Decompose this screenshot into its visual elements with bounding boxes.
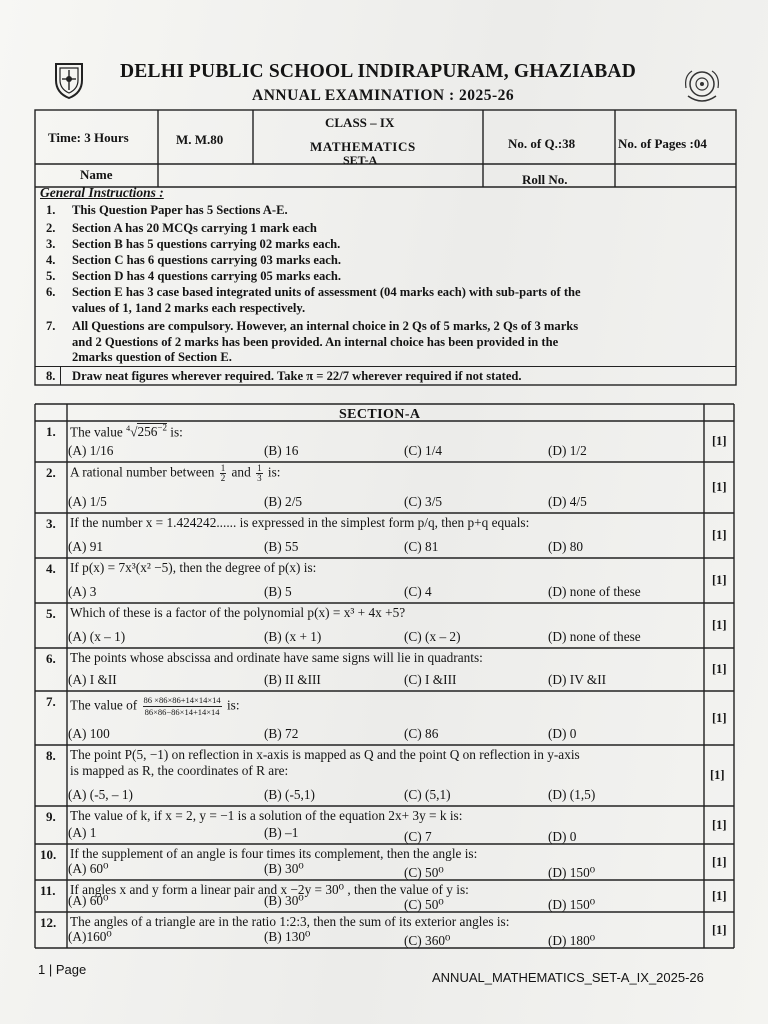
answer-option: (C) I &III xyxy=(404,672,457,687)
instruction-number: 7. xyxy=(46,319,56,333)
instruction-text: Draw neat figures wherever required. Take π = 22/7 wherever required if not stated. xyxy=(72,369,522,383)
answer-option: (A) 1/16 xyxy=(68,443,114,458)
instruction-number: 6. xyxy=(46,285,56,299)
marks-label: [1] xyxy=(712,855,727,869)
radical-sign: √ xyxy=(130,424,138,440)
max-marks-cell: M. M.80 xyxy=(176,132,224,147)
question-text xyxy=(70,560,316,576)
question-text-part: The point P(5, −1) on reflection in x-axis is mapped as Q and the point Q on reflection in y-axis xyxy=(70,747,580,762)
question-text xyxy=(70,747,580,763)
answer-option: (C) 81 xyxy=(404,539,439,554)
instruction-text: All Questions are compulsory. However, an internal choice in 2 Qs of 5 marks, 2 Qs of 3 marks xyxy=(72,319,579,333)
question-number: 7. xyxy=(46,694,56,709)
question-text-part: is: xyxy=(223,697,240,713)
marks-label: [1] xyxy=(710,768,725,782)
instruction-text: values of 1, 1and 2 marks each respectively. xyxy=(72,300,306,315)
radicand-base: 256 xyxy=(137,424,158,440)
class-label: CLASS – IX xyxy=(325,115,395,130)
radical-index: 4 xyxy=(126,424,131,433)
answer-option: (C) 86 xyxy=(404,726,439,741)
question-text-part: The value xyxy=(70,424,127,440)
answer-option: (D) 4/5 xyxy=(548,494,587,509)
section-title: SECTION-A xyxy=(339,407,421,422)
answer-option: (D) (1,5) xyxy=(548,787,596,802)
answer-option: (C) 1/4 xyxy=(404,443,443,458)
answer-option: (A) I &II xyxy=(68,672,117,687)
roll-label: Roll No. xyxy=(522,172,568,187)
answer-option: (B) 30⁰ xyxy=(264,893,304,908)
answer-option: (B) 30⁰ xyxy=(264,861,304,876)
question-text-part: is: xyxy=(166,424,183,440)
fraction xyxy=(220,464,227,483)
instruction-text: This Question Paper has 5 Sections A-E. xyxy=(72,203,288,217)
marks-label: [1] xyxy=(712,618,727,632)
answer-option: (D) 0 xyxy=(548,726,577,741)
question-text-part: and xyxy=(228,464,255,480)
question-number: 1. xyxy=(46,424,56,439)
answer-option: (A) (-5, – 1) xyxy=(68,787,133,802)
name-label: Name xyxy=(80,167,113,182)
marks-label: [1] xyxy=(712,480,727,494)
answer-option: (A) 91 xyxy=(68,539,104,554)
answer-option: (B) 2/5 xyxy=(264,494,303,509)
question-text-part: The points whose abscissa and ordinate have same signs will lie in quadrants: xyxy=(70,650,483,665)
answer-option: (C) 4 xyxy=(404,584,432,599)
question-text xyxy=(70,914,509,930)
marks-label: [1] xyxy=(712,923,727,937)
fraction-numerator: 1 xyxy=(257,463,262,473)
question-text-part: The value of k, if x = 2, y = −1 is a solution of the equation 2x+ 3y = k is: xyxy=(70,808,463,823)
question-number: 12. xyxy=(40,915,57,930)
question-number: 5. xyxy=(46,606,56,621)
fraction-denominator: 86×86−86×14+14×14 xyxy=(144,707,220,717)
exam-title: ANNUAL EXAMINATION : 2025-26 xyxy=(252,87,515,104)
answer-option: (D) none of these xyxy=(548,629,641,644)
answer-option: (D) 180⁰ xyxy=(548,933,596,948)
question-text-continued: is mapped as R, the coordinates of R are: xyxy=(70,763,289,778)
question-text xyxy=(70,846,477,862)
instruction-text: Section C has 6 questions carrying 03 marks each. xyxy=(72,253,342,267)
instruction-number: 8. xyxy=(46,369,56,383)
answer-option: (C) 3/5 xyxy=(404,494,443,509)
marks-label: [1] xyxy=(712,711,727,725)
answer-option: (B) 72 xyxy=(264,726,299,741)
instruction-text: 2marks question of Section E. xyxy=(72,350,232,364)
subject-label: MATHEMATICS xyxy=(310,139,416,154)
question-text xyxy=(70,605,405,621)
answer-option: (C) 50⁰ xyxy=(404,865,444,880)
page-number: 1 | Page xyxy=(38,962,87,977)
question-text xyxy=(70,808,462,824)
fraction xyxy=(143,695,222,718)
num-pages-cell: No. of Pages :04 xyxy=(618,136,707,151)
question-text xyxy=(70,695,240,718)
answer-option: (B) –1 xyxy=(264,825,299,840)
instruction-number: 4. xyxy=(46,253,56,267)
instruction-text: Section A has 20 MCQs carrying 1 mark each xyxy=(72,221,317,235)
time-cell: Time: 3 Hours xyxy=(48,130,129,145)
fraction-denominator: 3 xyxy=(257,473,262,483)
instruction-text: and 2 Questions of 2 marks has been provided. An internal choice has been provided in the xyxy=(72,334,559,349)
answer-option: (B) II &III xyxy=(264,672,321,687)
answer-option: (A) 60⁰ xyxy=(68,893,109,908)
answer-option: (A) 1 xyxy=(68,825,97,840)
question-number: 3. xyxy=(46,516,56,531)
question-text-part: If the supplement of an angle is four times its complement, then the angle is: xyxy=(70,846,478,861)
instruction-text: Section E has 3 case based integrated units of assessment (04 marks each) with sub-parts of the xyxy=(72,285,581,299)
answer-option: (A) 60⁰ xyxy=(68,861,109,876)
question-text xyxy=(70,423,183,440)
answer-option: (D) 150⁰ xyxy=(548,897,596,912)
question-text-part: A rational number between xyxy=(70,464,218,480)
school-name: DELHI PUBLIC SCHOOL INDIRAPURAM, GHAZIABAD xyxy=(120,61,636,82)
fraction-denominator: 2 xyxy=(220,473,226,483)
answer-option: (B) 130⁰ xyxy=(264,929,311,944)
set-label: SET-A xyxy=(343,153,378,167)
paper-code: ANNUAL_MATHEMATICS_SET-A_IX_2025-26 xyxy=(432,970,704,985)
question-text xyxy=(70,464,280,483)
question-number: 9. xyxy=(46,809,56,824)
question-number: 2. xyxy=(46,465,56,480)
answer-option: (A) (x – 1) xyxy=(68,629,126,644)
fraction-numerator: 1 xyxy=(220,463,226,473)
marks-label: [1] xyxy=(712,818,727,832)
instruction-number: 5. xyxy=(46,269,56,283)
question-text xyxy=(70,515,529,531)
num-questions-cell: No. of Q.:38 xyxy=(508,136,576,151)
question-number: 10. xyxy=(40,847,57,862)
answer-option: (B) (-5,1) xyxy=(264,787,315,802)
question-text-part: Which of these is a factor of the polynomial p(x) = x³ + 4x +5? xyxy=(70,605,406,620)
question-text-part: The value of xyxy=(70,697,141,713)
instructions-title: General Instructions : xyxy=(40,185,164,200)
instruction-number: 2. xyxy=(46,221,56,235)
answer-option: (A)160⁰ xyxy=(68,929,112,944)
marks-label: [1] xyxy=(712,528,727,542)
radicand xyxy=(137,423,167,439)
question-text-part: If angles x and y form a linear pair and x −2y = 30⁰ , then the value of y is: xyxy=(70,882,469,897)
question-text-part: If the number x = 1.424242...... is expressed in the simplest form p/q, then p+q equals: xyxy=(70,515,530,530)
answer-option: (D) 80 xyxy=(548,539,584,554)
answer-option: (C) (5,1) xyxy=(404,787,451,802)
marks-label: [1] xyxy=(712,662,727,676)
fraction-numerator: 86 ×86×86+14×14×14 xyxy=(143,695,221,705)
question-text-part: is: xyxy=(264,464,281,480)
answer-option: (B) 5 xyxy=(264,584,292,599)
instruction-number: 1. xyxy=(46,203,56,217)
instruction-text: Section D has 4 questions carrying 05 marks each. xyxy=(72,269,342,283)
question-text-part: The angles of a triangle are in the ratio 1:2:3, then the sum of its exterior angles is: xyxy=(70,914,510,929)
answer-option: (B) 55 xyxy=(264,539,299,554)
fraction xyxy=(256,464,263,483)
marks-label: [1] xyxy=(712,889,727,903)
answer-option: (D) 150⁰ xyxy=(548,865,596,880)
question-number: 6. xyxy=(46,651,56,666)
answer-option: (C) 50⁰ xyxy=(404,897,444,912)
answer-option: (A) 1/5 xyxy=(68,494,107,509)
answer-option: (D) none of these xyxy=(548,584,641,599)
answer-option: (D) 1/2 xyxy=(548,443,587,458)
answer-option: (B) 16 xyxy=(264,443,299,458)
answer-option: (A) 3 xyxy=(68,584,97,599)
marks-label: [1] xyxy=(712,434,727,448)
answer-option: (C) 7 xyxy=(404,829,432,844)
question-number: 8. xyxy=(46,748,56,763)
answer-option: (B) (x + 1) xyxy=(264,629,322,644)
answer-option: (A) 100 xyxy=(68,726,110,741)
answer-option: (C) (x – 2) xyxy=(404,629,461,644)
instruction-text: Section B has 5 questions carrying 02 marks each. xyxy=(72,237,341,251)
radicand-exponent: −2 xyxy=(157,423,167,433)
question-text xyxy=(70,650,483,666)
question-number: 4. xyxy=(46,561,56,576)
question-text-part: If p(x) = 7x³(x² −5), then the degree of p(x) is: xyxy=(70,560,317,575)
answer-option: (C) 360⁰ xyxy=(404,933,451,948)
question-number: 11. xyxy=(40,883,56,898)
marks-label: [1] xyxy=(712,573,727,587)
answer-option: (D) IV &II xyxy=(548,672,607,687)
instruction-number: 3. xyxy=(46,237,56,251)
answer-option: (D) 0 xyxy=(548,829,577,844)
